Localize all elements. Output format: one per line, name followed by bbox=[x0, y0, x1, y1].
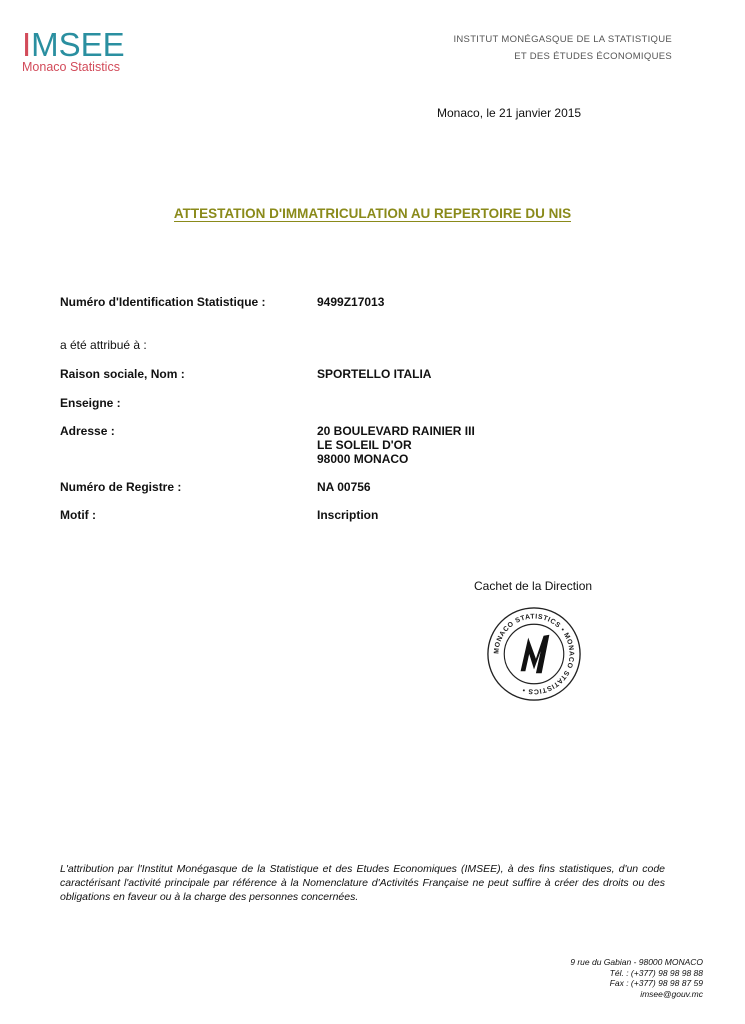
document-date: Monaco, le 21 janvier 2015 bbox=[437, 106, 582, 120]
stamp-ring-text: MONACO STATISTICS • MONACO STATISTICS • bbox=[493, 613, 575, 695]
institute-line-1: INSTITUT MONÉGASQUE DE LA STATISTIQUE bbox=[453, 34, 672, 45]
sign-label: Enseigne : bbox=[60, 396, 121, 410]
footer-line-4: imsee@gouv.mc bbox=[640, 988, 703, 999]
address-line-3: 98000 MONACO bbox=[317, 452, 409, 466]
imsee-logo bbox=[22, 28, 152, 74]
reason-value: Inscription bbox=[317, 508, 379, 522]
stamp-label: Cachet de la Direction bbox=[474, 579, 593, 593]
address-label: Adresse : bbox=[60, 424, 115, 438]
registry-label: Numéro de Registre : bbox=[60, 480, 182, 494]
footer-line-3: Fax : (+377) 98 98 87 59 bbox=[609, 978, 703, 988]
document-title-text: ATTESTATION D'IMMATRICULATION AU REPERTOIRE DU NIS bbox=[173, 206, 572, 221]
nis-label: Numéro d'Identification Statistique : bbox=[60, 295, 266, 309]
name-label: Raison sociale, Nom : bbox=[60, 367, 185, 381]
logo-subtitle: Monaco Statistics bbox=[22, 60, 120, 74]
attributed-text: a été attribué à : bbox=[60, 338, 147, 352]
logo-wordmark bbox=[22, 28, 152, 61]
logo-letter-i: I bbox=[22, 26, 32, 63]
address-value bbox=[317, 424, 475, 466]
disclaimer: L'attribution par l'Institut Monégasque de la Statistique et des Etudes Economiques (IMSEE), à des fins statistiques, d'un code caractérisant l'activité principale par référence à la Nomenclature d'Activités Française ne peut suffire à créer des droits ou des obligations en faveur ou à la charge des personnes concernées. bbox=[60, 863, 665, 903]
registry-value: NA 00756 bbox=[317, 480, 371, 494]
footer-address bbox=[570, 957, 703, 999]
name-value: SPORTELLO ITALIA bbox=[317, 367, 432, 381]
logo-letters: MSEE bbox=[31, 26, 125, 63]
footer-line-2: Tél. : (+377) 98 98 98 88 bbox=[609, 967, 703, 978]
footer-line-1: 9 rue du Gabian - 98000 MONACO bbox=[570, 957, 703, 967]
address-line-1: 20 BOULEVARD RAINIER III bbox=[317, 424, 475, 438]
institute-line-2: ET DES ÉTUDES ÉCONOMIQUES bbox=[514, 51, 672, 62]
nis-value: 9499Z17013 bbox=[317, 295, 385, 309]
official-stamp bbox=[486, 606, 582, 702]
institute-name bbox=[453, 31, 672, 65]
reason-label: Motif : bbox=[60, 508, 96, 522]
document-title bbox=[0, 206, 745, 221]
address-line-2: LE SOLEIL D'OR bbox=[317, 438, 412, 452]
